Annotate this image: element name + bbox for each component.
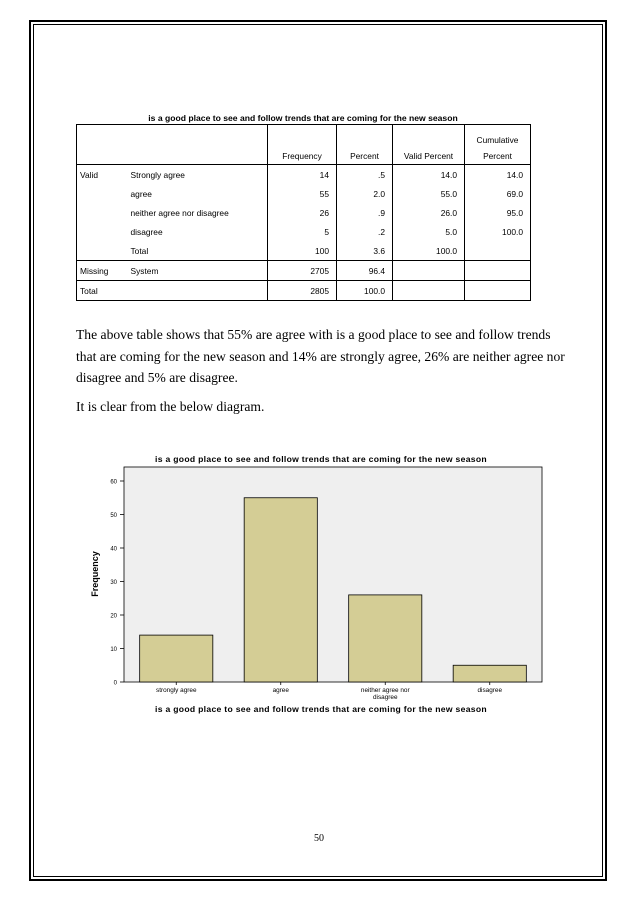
cell-empty — [393, 261, 465, 281]
x-axis-label: is a good place to see and follow trends that are coming for the new season — [155, 704, 487, 714]
table-row — [77, 281, 531, 301]
cell-frequency: 2805 — [268, 281, 337, 301]
y-tick-label: 60 — [110, 479, 117, 486]
row-label: Strongly agree — [130, 169, 185, 180]
cell-empty — [465, 261, 531, 281]
y-axis-label: Frequency — [90, 551, 100, 597]
cell-frequency: 5 — [268, 222, 337, 241]
table-row — [77, 184, 531, 203]
group-empty — [77, 184, 128, 203]
y-tick-label: 30 — [110, 580, 117, 586]
group-empty — [77, 222, 128, 241]
table-row — [77, 241, 531, 261]
cell-frequency: 26 — [268, 203, 337, 222]
bar-agree — [244, 498, 317, 682]
cell-frequency: 14 — [268, 165, 337, 185]
bar-disagree — [453, 665, 526, 682]
table-header-row — [77, 125, 531, 165]
cell-percent: .2 — [337, 222, 393, 241]
group-valid: Valid — [77, 165, 128, 185]
table-row — [77, 203, 531, 222]
bar-chart — [76, 446, 566, 720]
cell-cumulative: 100.0 — [465, 222, 531, 241]
y-tick-label: 40 — [110, 546, 117, 553]
header-percent: Percent — [337, 125, 393, 165]
header-cumulative-line1: Cumulative — [476, 135, 519, 145]
table-row — [77, 165, 531, 185]
row-label: disagree — [130, 226, 163, 237]
x-tick-label: agree — [272, 687, 289, 694]
cell-percent: 96.4 — [337, 261, 393, 281]
y-tick-label: 10 — [110, 647, 117, 653]
cell-cumulative: 14.0 — [465, 165, 531, 185]
paragraph-diagram-intro: It is clear from the below diagram. — [76, 399, 265, 414]
cell-valid-percent: 55.0 — [393, 184, 465, 203]
y-tick-label: 20 — [110, 613, 117, 620]
y-tick-label: 0 — [113, 680, 117, 687]
cell-frequency: 2705 — [268, 261, 337, 281]
cell-valid-percent: 100.0 — [393, 241, 465, 261]
x-axis — [156, 687, 502, 701]
frequency-table — [76, 124, 531, 301]
cell-empty — [465, 281, 531, 301]
cell-empty — [393, 281, 465, 301]
cell-valid-percent: 14.0 — [393, 165, 465, 185]
header-frequency: Frequency — [268, 125, 337, 165]
chart-title: is a good place to see and follow trends that are coming for the new season — [155, 454, 487, 464]
x-tick-label: neither agree nor disagree — [360, 687, 410, 701]
cell-percent: .5 — [337, 165, 393, 185]
paragraph-table-summary: The above table shows that 55% are agree with is a good place to see and follow trends that are coming for the new season and 14% are strongly agree, 26% are neither agree nor disagree and 5% are disagree. — [76, 327, 565, 385]
cell-percent: 100.0 — [337, 281, 393, 301]
header-valid-percent: Valid Percent — [393, 125, 465, 165]
cell-percent: 3.6 — [337, 241, 393, 261]
x-tick-label: disagree — [477, 687, 503, 694]
total-label: Total — [77, 281, 268, 301]
cell-percent: .9 — [337, 203, 393, 222]
x-tick-label: strongly agree — [156, 687, 197, 694]
row-label: agree — [130, 188, 152, 199]
cell-cumulative: 95.0 — [465, 203, 531, 222]
group-empty — [77, 203, 128, 222]
header-cumulative-line2: Percent — [483, 151, 512, 161]
cell-valid-percent: 26.0 — [393, 203, 465, 222]
row-label: System — [128, 261, 268, 281]
cell-cumulative — [465, 241, 531, 261]
bar-neither-agree-nor-disagree — [349, 595, 422, 682]
cell-frequency: 100 — [268, 241, 337, 261]
bar-strongly-agree — [140, 635, 213, 682]
table-row — [77, 261, 531, 281]
cell-percent: 2.0 — [337, 184, 393, 203]
table-caption: is a good place to see and follow trends that are coming for the new season — [148, 113, 458, 123]
table-row — [77, 222, 531, 241]
y-tick-label: 50 — [110, 513, 117, 519]
cell-valid-percent: 5.0 — [393, 222, 465, 241]
header-empty-cell — [77, 125, 268, 165]
cell-cumulative: 69.0 — [465, 184, 531, 203]
row-label: Total — [128, 241, 268, 261]
group-missing: Missing — [77, 261, 128, 281]
header-cumulative-percent — [465, 125, 531, 165]
row-label: neither agree nor disagree — [130, 207, 229, 218]
page-number: 50 — [314, 833, 324, 844]
cell-frequency: 55 — [268, 184, 337, 203]
group-empty — [77, 241, 128, 261]
y-axis — [110, 480, 124, 687]
